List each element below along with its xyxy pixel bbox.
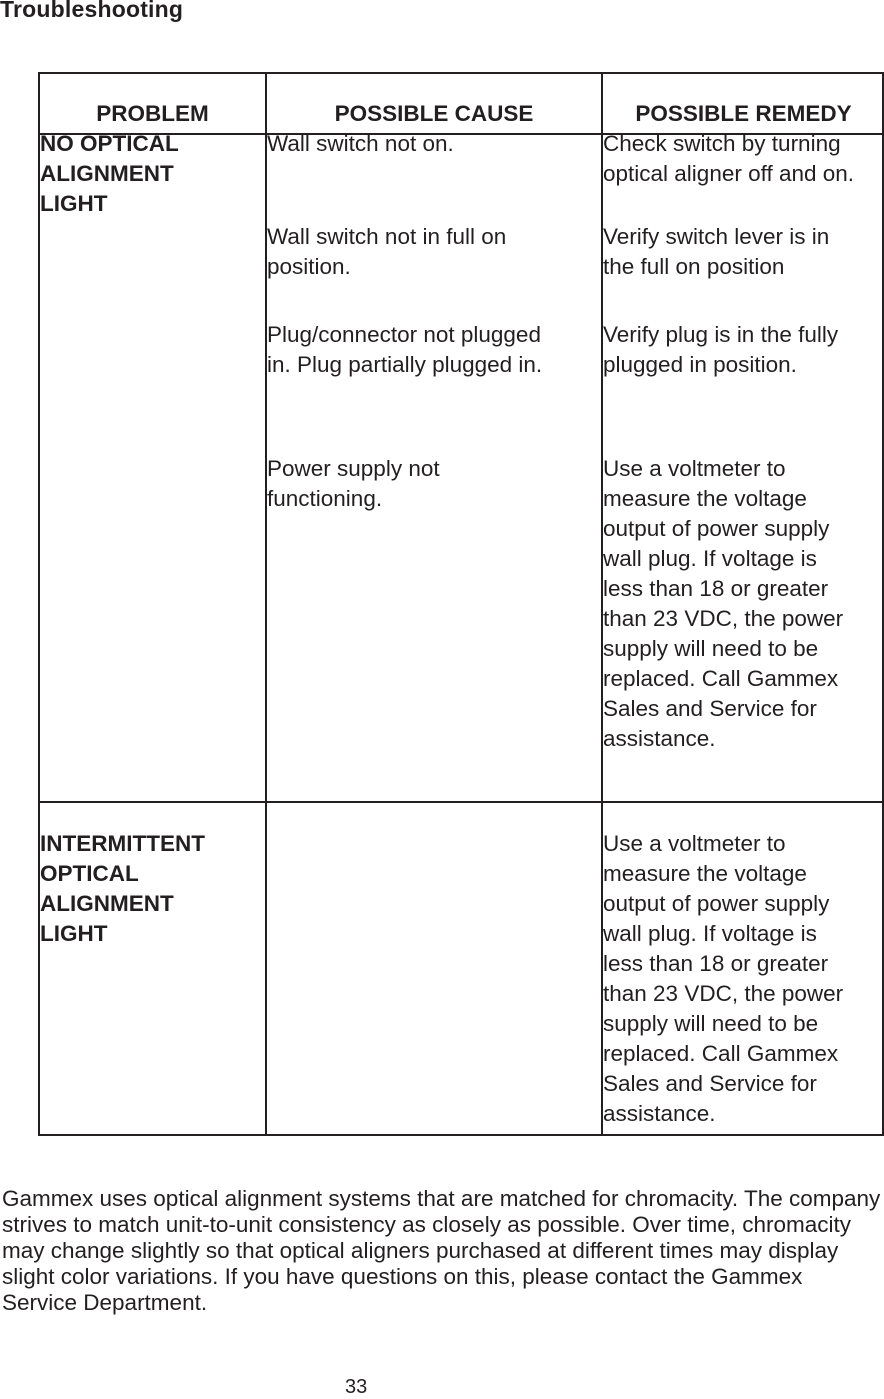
remedy-cell: Use a voltmeter to measure the voltage output of power supply wall plug. If voltage is less than 18 or greater than 23 VDC, the power supply will need to be replaced. Call Gammex Sales and Service for assistance. <box>603 831 844 1126</box>
cause-cell: Wall switch not on. <box>267 131 454 156</box>
chromacity-note: Gammex uses optical alignment systems that are matched for chromacity. The company strives to match unit-to-unit consistency as closely as possible. Over time, chromacity may change slightly so that optical aligners purchased at different times may display slight color variations. If you have questions on this, please contact the Gammex Service Department. <box>2 1186 881 1315</box>
problem-no-optical-light: NO OPTICAL ALIGNMENT LIGHT <box>40 131 179 216</box>
remedy-cell: Verify switch lever is in the full on position <box>603 224 830 279</box>
remedy-cell: Use a voltmeter to measure the voltage output of power supply wall plug. If voltage is less than 18 or greater than 23 VDC, the power supply will need to be replaced. Call Gammex Sales and Service for assistance. <box>603 456 844 751</box>
header-problem: PROBLEM <box>96 101 209 126</box>
row-divider <box>40 801 882 803</box>
page-number: 33 <box>345 1376 368 1398</box>
header-possible-cause: POSSIBLE CAUSE <box>334 101 534 126</box>
header-possible-remedy: POSSIBLE REMEDY <box>635 101 852 126</box>
remedy-cell: Check switch by turning optical aligner off and on. <box>603 131 855 186</box>
remedy-cell: Verify plug is in the fully plugged in position. <box>603 322 839 377</box>
troubleshooting-table <box>38 72 884 1136</box>
cause-cell: Wall switch not in full on position. <box>267 224 507 279</box>
cause-cell: Power supply not functioning. <box>267 456 440 511</box>
problem-intermittent-light: INTERMITTENT OPTICAL ALIGNMENT LIGHT <box>40 831 205 946</box>
cause-cell: Plug/connector not plugged in. Plug partially plugged in. <box>267 322 543 377</box>
page-heading: Troubleshooting <box>0 0 184 22</box>
